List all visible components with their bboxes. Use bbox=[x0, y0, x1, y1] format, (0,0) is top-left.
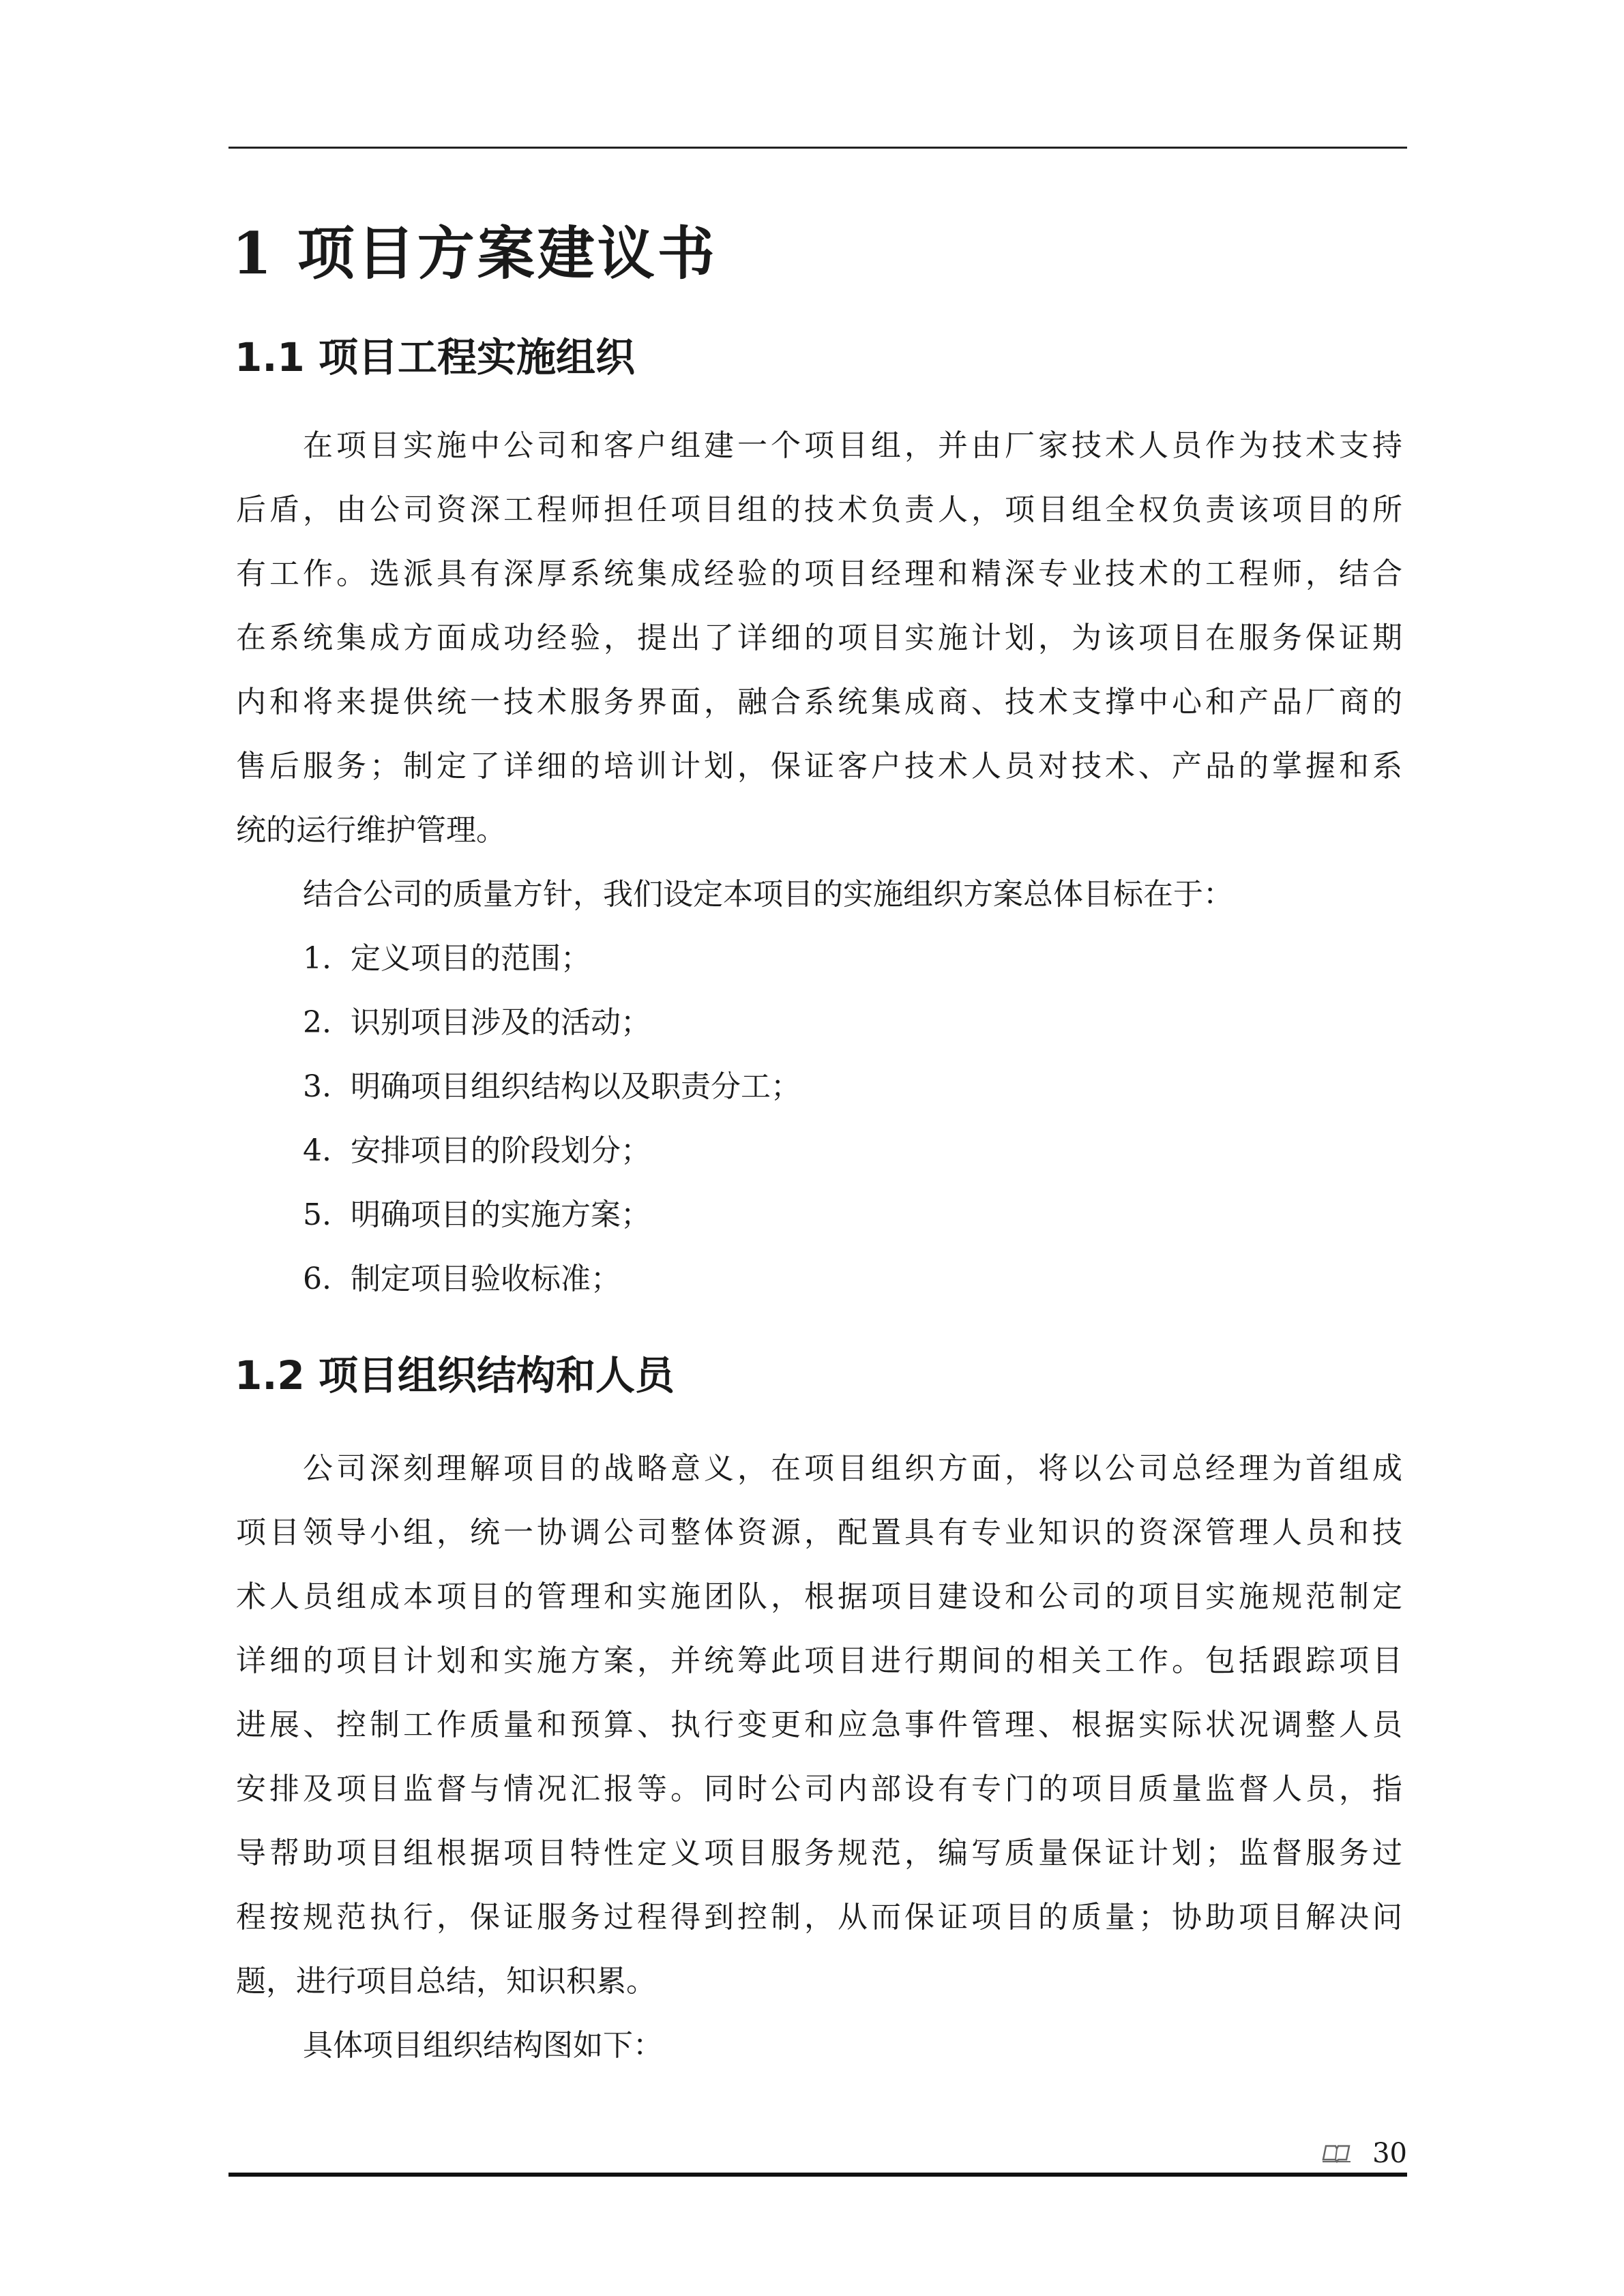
list-text: 安排项目的阶段划分； bbox=[351, 1133, 651, 1168]
list-number: 3. bbox=[303, 1069, 331, 1104]
paragraph-intro: 结合公司的质量方针，我们设定本项目的实施组织方案总体目标在于： bbox=[303, 877, 1233, 912]
text-line: 有工作。选派具有深厚系统集成经验的项目经理和精深专业技术的工程师，结合 bbox=[236, 556, 1402, 591]
list-text: 明确项目组织结构以及职责分工； bbox=[351, 1069, 801, 1104]
text-line: 后盾，由公司资深工程师担任项目组的技术负责人，项目组全权负责该项目的所 bbox=[236, 492, 1402, 527]
list-number: 4. bbox=[303, 1133, 331, 1168]
text-line: 程按规范执行，保证服务过程得到控制，从而保证项目的质量；协助项目解决问 bbox=[236, 1900, 1402, 1935]
text-line: 内和将来提供统一技术服务界面，融合系统集成商、技术支撑中心和产品厂商的 bbox=[236, 685, 1402, 719]
list-text: 明确项目的实施方案； bbox=[351, 1197, 651, 1232]
paragraph bbox=[236, 414, 1402, 863]
list-item bbox=[236, 1183, 1402, 1247]
list-item bbox=[236, 1247, 1402, 1311]
paragraph: 具体项目组织结构图如下： bbox=[303, 2028, 663, 2063]
list-item bbox=[236, 991, 1402, 1055]
list-item bbox=[236, 927, 1402, 991]
list-item bbox=[236, 1119, 1402, 1183]
list-number: 5. bbox=[303, 1197, 331, 1232]
text-line: 售后服务；制定了详细的培训计划，保证客户技术人员对技术、产品的掌握和系 bbox=[236, 749, 1402, 784]
list-text: 识别项目涉及的活动； bbox=[351, 1005, 651, 1040]
text-line: 在系统集成方面成功经验，提出了详细的项目实施计划，为该项目在服务保证期 bbox=[236, 621, 1402, 655]
chapter-title: 1 项目方案建议书 bbox=[232, 220, 718, 287]
page-footer bbox=[1322, 2138, 1407, 2169]
list-number: 6. bbox=[303, 1262, 331, 1296]
text-line: 题，进行项目总结，知识积累。 bbox=[236, 1964, 656, 1999]
list-text: 制定项目验收标准； bbox=[351, 1262, 621, 1296]
section-title-1-1: 1.1 项目工程实施组织 bbox=[235, 334, 635, 381]
text-line: 统的运行维护管理。 bbox=[236, 813, 506, 848]
section-title-1-2: 1.2 项目组织结构和人员 bbox=[235, 1352, 675, 1399]
text-line: 导帮助项目组根据项目特性定义项目服务规范，编写质量保证计划；监督服务过 bbox=[236, 1836, 1402, 1870]
paragraph bbox=[236, 1437, 1402, 2014]
list-item bbox=[236, 1055, 1402, 1119]
text-line: 术人员组成本项目的管理和实施团队，根据项目建设和公司的项目实施规范制定 bbox=[236, 1579, 1402, 1614]
header-rule bbox=[228, 147, 1407, 149]
section-1-1-body bbox=[236, 414, 1402, 1311]
list-text: 定义项目的范围； bbox=[351, 941, 591, 976]
section-1-2-body bbox=[236, 1437, 1402, 2078]
goal-list bbox=[236, 927, 1402, 1311]
book-icon bbox=[1322, 2143, 1352, 2164]
text-line: 在项目实施中公司和客户组建一个项目组，并由厂家技术人员作为技术支持 bbox=[303, 428, 1402, 463]
text-line: 项目领导小组，统一协调公司整体资源，配置具有专业知识的资深管理人员和技 bbox=[236, 1515, 1402, 1550]
text-line: 公司深刻理解项目的战略意义，在项目组织方面，将以公司总经理为首组成 bbox=[303, 1451, 1402, 1486]
page-number: 30 bbox=[1372, 2138, 1407, 2169]
text-line: 详细的项目计划和实施方案，并统筹此项目进行期间的相关工作。包括跟踪项目 bbox=[236, 1643, 1402, 1678]
list-number: 1. bbox=[303, 941, 331, 976]
list-number: 2. bbox=[303, 1005, 331, 1040]
text-line: 进展、控制工作质量和预算、执行变更和应急事件管理、根据实际状况调整人员 bbox=[236, 1708, 1402, 1742]
text-line: 安排及项目监督与情况汇报等。同时公司内部设有专门的项目质量监督人员，指 bbox=[236, 1772, 1402, 1806]
footer-rule bbox=[228, 2173, 1407, 2177]
